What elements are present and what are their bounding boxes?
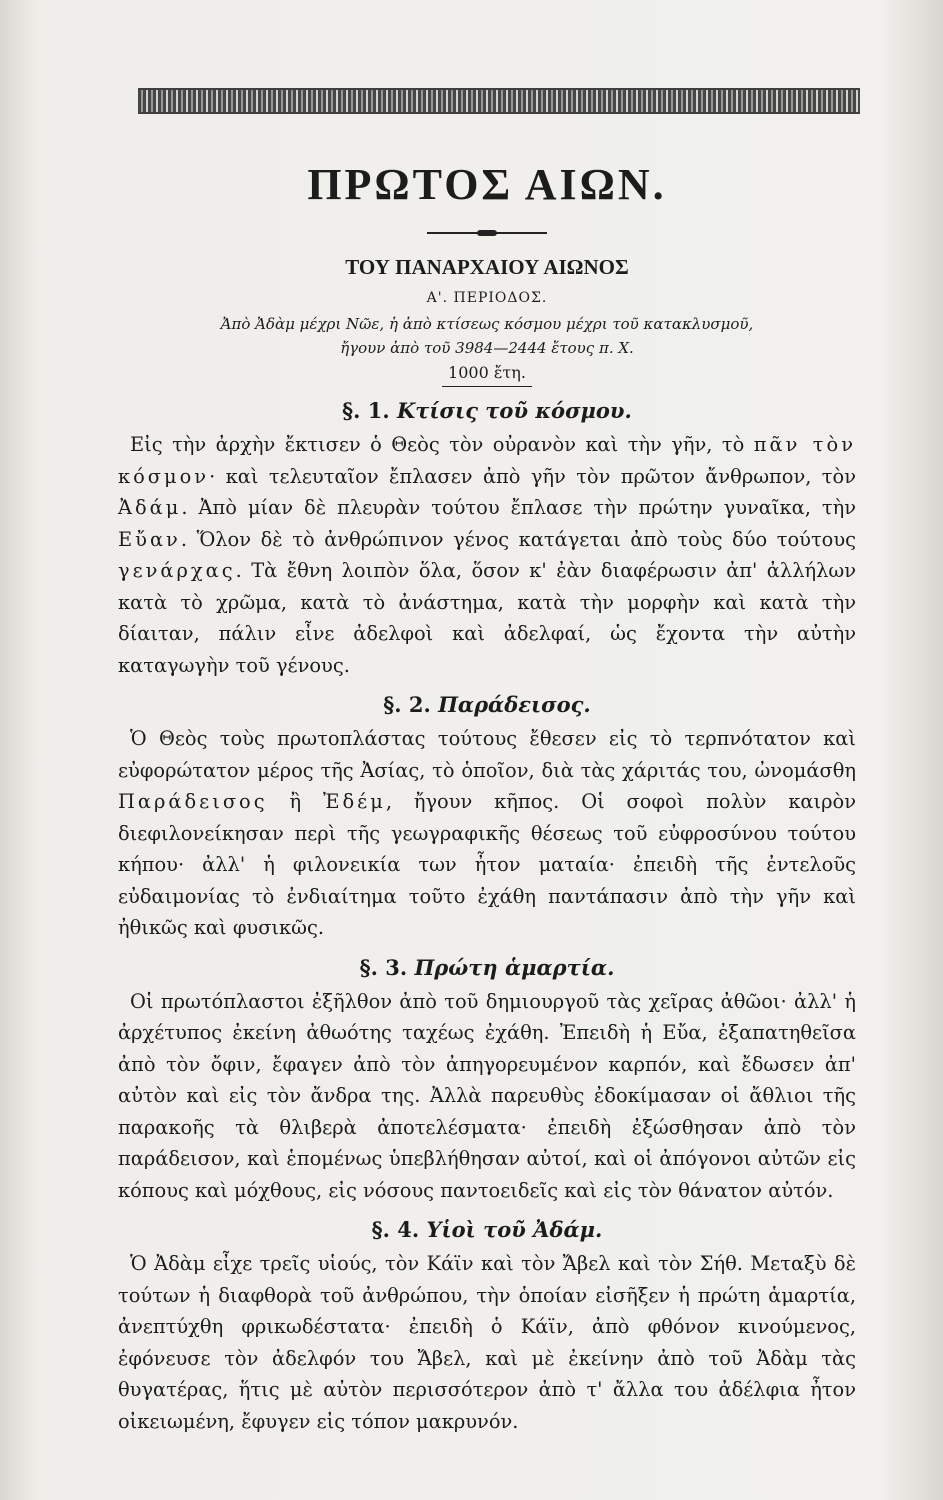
section-3-text: Οἱ πρωτόπλαστοι ἐξῆλθον ἀπὸ τοῦ δημιουργοῦ τὰς χεῖρας ἀθῶοι· ἀλλ' ἡ ἀρχέτυπος ἐκείνη ἀθωότης ταχέως ἐχάθη. Ἐπειδὴ ἡ Εὔα, ἐξαπατηθεῖσα ἀπὸ τὸν ὄφιν, ἔφαγεν ἀπὸ τὸν ἀπηγορευμένον καρπόν, καὶ ἔδωσεν ἀπ' αὐτὸν καὶ εἰς τὸν ἄνδρα της. Ἀλλὰ παρευθὺς ἐδοκίμασαν οἱ ἄθλιοι τῆς παρακοῆς τὰ θλιβερὰ ἀποτελέσματα· ἐπειδὴ ἐξώσθησαν ἀπὸ τὸν παράδεισον, καὶ ἑπομένως ὑπεβλήθησαν αὐτοί, καὶ οἱ ἀπόγονοι αὐτῶν εἰς κόπους καὶ μόχθους, εἰς νόσους παντοειδεῖς καὶ εἰς τὸν θάνατον αὐτόν. (118, 989, 856, 1202)
spaced-term: Ἀδάμ (118, 496, 182, 519)
section-number: §. 3. (359, 954, 408, 980)
section-2-heading (118, 687, 856, 723)
spaced-term: Εὔαν (118, 527, 181, 551)
section-number: §. 1. (342, 398, 390, 423)
text-run: ἢ (267, 790, 323, 813)
section-title: Πρώτη ἁμαρτία. (414, 954, 615, 980)
section-title: Κτίσις τοῦ κόσμου. (397, 398, 632, 423)
text-run: Εἰς τὴν ἀρχὴν ἔκτισεν ὁ Θεὸς τὸν οὐρανὸν καὶ τὴν γῆν, τὸ (130, 433, 754, 456)
section-number: §. 2. (383, 692, 431, 717)
section-2-text (118, 723, 856, 944)
page-title: ΠΡΩΤΟΣ ΑΙΩΝ. (307, 160, 667, 209)
section-number: §. 4. (371, 1217, 420, 1242)
period-heading: Α'. ΠΕΡΙΟΔΟΣ. (426, 290, 548, 306)
spaced-term: πᾶν τὸν κόσμον (118, 433, 856, 488)
years-note: 1000 ἔτη. (448, 363, 526, 382)
text-run: · καὶ τελευταῖον ἔπλασεν ἀπὸ γῆν τὸν πρῶτον ἄνθρωπον, τὸν (209, 464, 856, 488)
section-title: Υἱοὶ τοῦ Ἀδάμ. (426, 1217, 603, 1242)
header-ornament (138, 88, 860, 114)
text-run: . Ἀπὸ μίαν δὲ πλευρὰν τούτου ἔπλασε τὴν πρώτην γυναῖκα, τὴν (181, 496, 856, 519)
section-1-text (118, 429, 856, 681)
text-run: , ἤγουν κῆπος. Οἱ σοφοὶ πολὺν καιρὸν διεφιλονείκησαν περὶ τῆς γεωγραφικῆς θέσεως τοῦ εὐφροσύνου τούτου κήπου· ἀλλ' ἡ φιλονεικία των ἦτον ματαία· ἐπειδὴ τῆς ἐντελοῦς εὐδαιμονίας τὸ ἐνδιαίτημα τοῦτο ἐχάθη παντάπασιν ἀπὸ τὴν γῆν καὶ ἠθικῶς καὶ φυσικῶς. (118, 790, 856, 939)
spaced-term: Παράδεισος (118, 790, 268, 813)
section-3-heading (118, 950, 856, 986)
page-content (118, 150, 856, 1443)
spaced-term: Ἐδέμ (322, 790, 386, 813)
section-4-heading (118, 1212, 856, 1248)
subtitle: ΤΟΥ ΠΑΝΑΡΧΑΙΟΥ ΑΙΩΝΟΣ (345, 255, 629, 279)
spaced-term: γενάρχας (118, 559, 236, 582)
text-run: . Τὰ ἔθνη λοιπὸν ὅλα, ὅσον κ' ἐὰν διαφέρωσιν ἀπ' ἀλλήλων κατὰ τὸ χρῶμα, κατὰ τὸ ἀνάστημα, κατὰ τὴν μορφὴν καὶ κατὰ τὴν δίαιταν, πάλιν εἶνε ἀδελφοὶ καὶ ἀδελφαί, ὡς ἔχοντα τὴν αὐτὴν καταγωγὴν τοῦ γένους. (118, 559, 856, 677)
text-run: . Ὅλον δὲ τὸ ἀνθρώπινον γένος κατάγεται ἀπὸ τοὺς δύο τούτους (180, 527, 856, 551)
section-4-text: Ὁ Ἀδὰμ εἶχε τρεῖς υἱούς, τὸν Κάϊν καὶ τὸν Ἄβελ καὶ τὸν Σήθ. Μεταξὺ δὲ τούτων ἡ διαφθορὰ τοῦ ἀνθρώπου, τὴν ὁποίαν εἰσῆξεν ἡ πρώτη ἁμαρτία, ἀνεπτύχθη φρικωδέστατα· ἐπειδὴ ὁ Κάϊν, ἀπὸ φθόνον κινούμενος, ἐφόνευσε τὸν ἀδελφόν του Ἄβελ, καὶ μὲ ἐκείνην ἀπὸ τοῦ Ἀδὰμ τὰς θυγατέρας, ἥτις μὲ αὐτὸν περισσότερον ἀπὸ τ' ἄλλα του ἀδέλφια ἦτον οἰκειωμένη, ἔφυγεν εἰς τόπον μακρυνόν. (118, 1252, 856, 1433)
text-run: Ὁ Θεὸς τοὺς πρωτοπλάστας τούτους ἔθεσεν εἰς τὸ τερπνότατον καὶ εὐφορώτατον μέρος τῆς Ἀσίας, τὸ ὁποῖον, διὰ τὰς χάριτάς του, ὠνομάσθη (118, 727, 856, 782)
section-title: Παράδεισος. (438, 692, 591, 717)
range-line-2: ἤγουν ἀπὸ τοῦ 3984—2444 ἔτους π. Χ. (340, 339, 634, 357)
divider (442, 386, 532, 387)
section-1-heading (118, 393, 856, 429)
title-ornament-rule (427, 230, 547, 236)
range-line-1: Ἀπὸ Ἀδὰμ μέχρι Νῶε, ἡ ἀπὸ κτίσεως κόσμου μέχρι τοῦ κατακλυσμοῦ, (220, 315, 754, 333)
